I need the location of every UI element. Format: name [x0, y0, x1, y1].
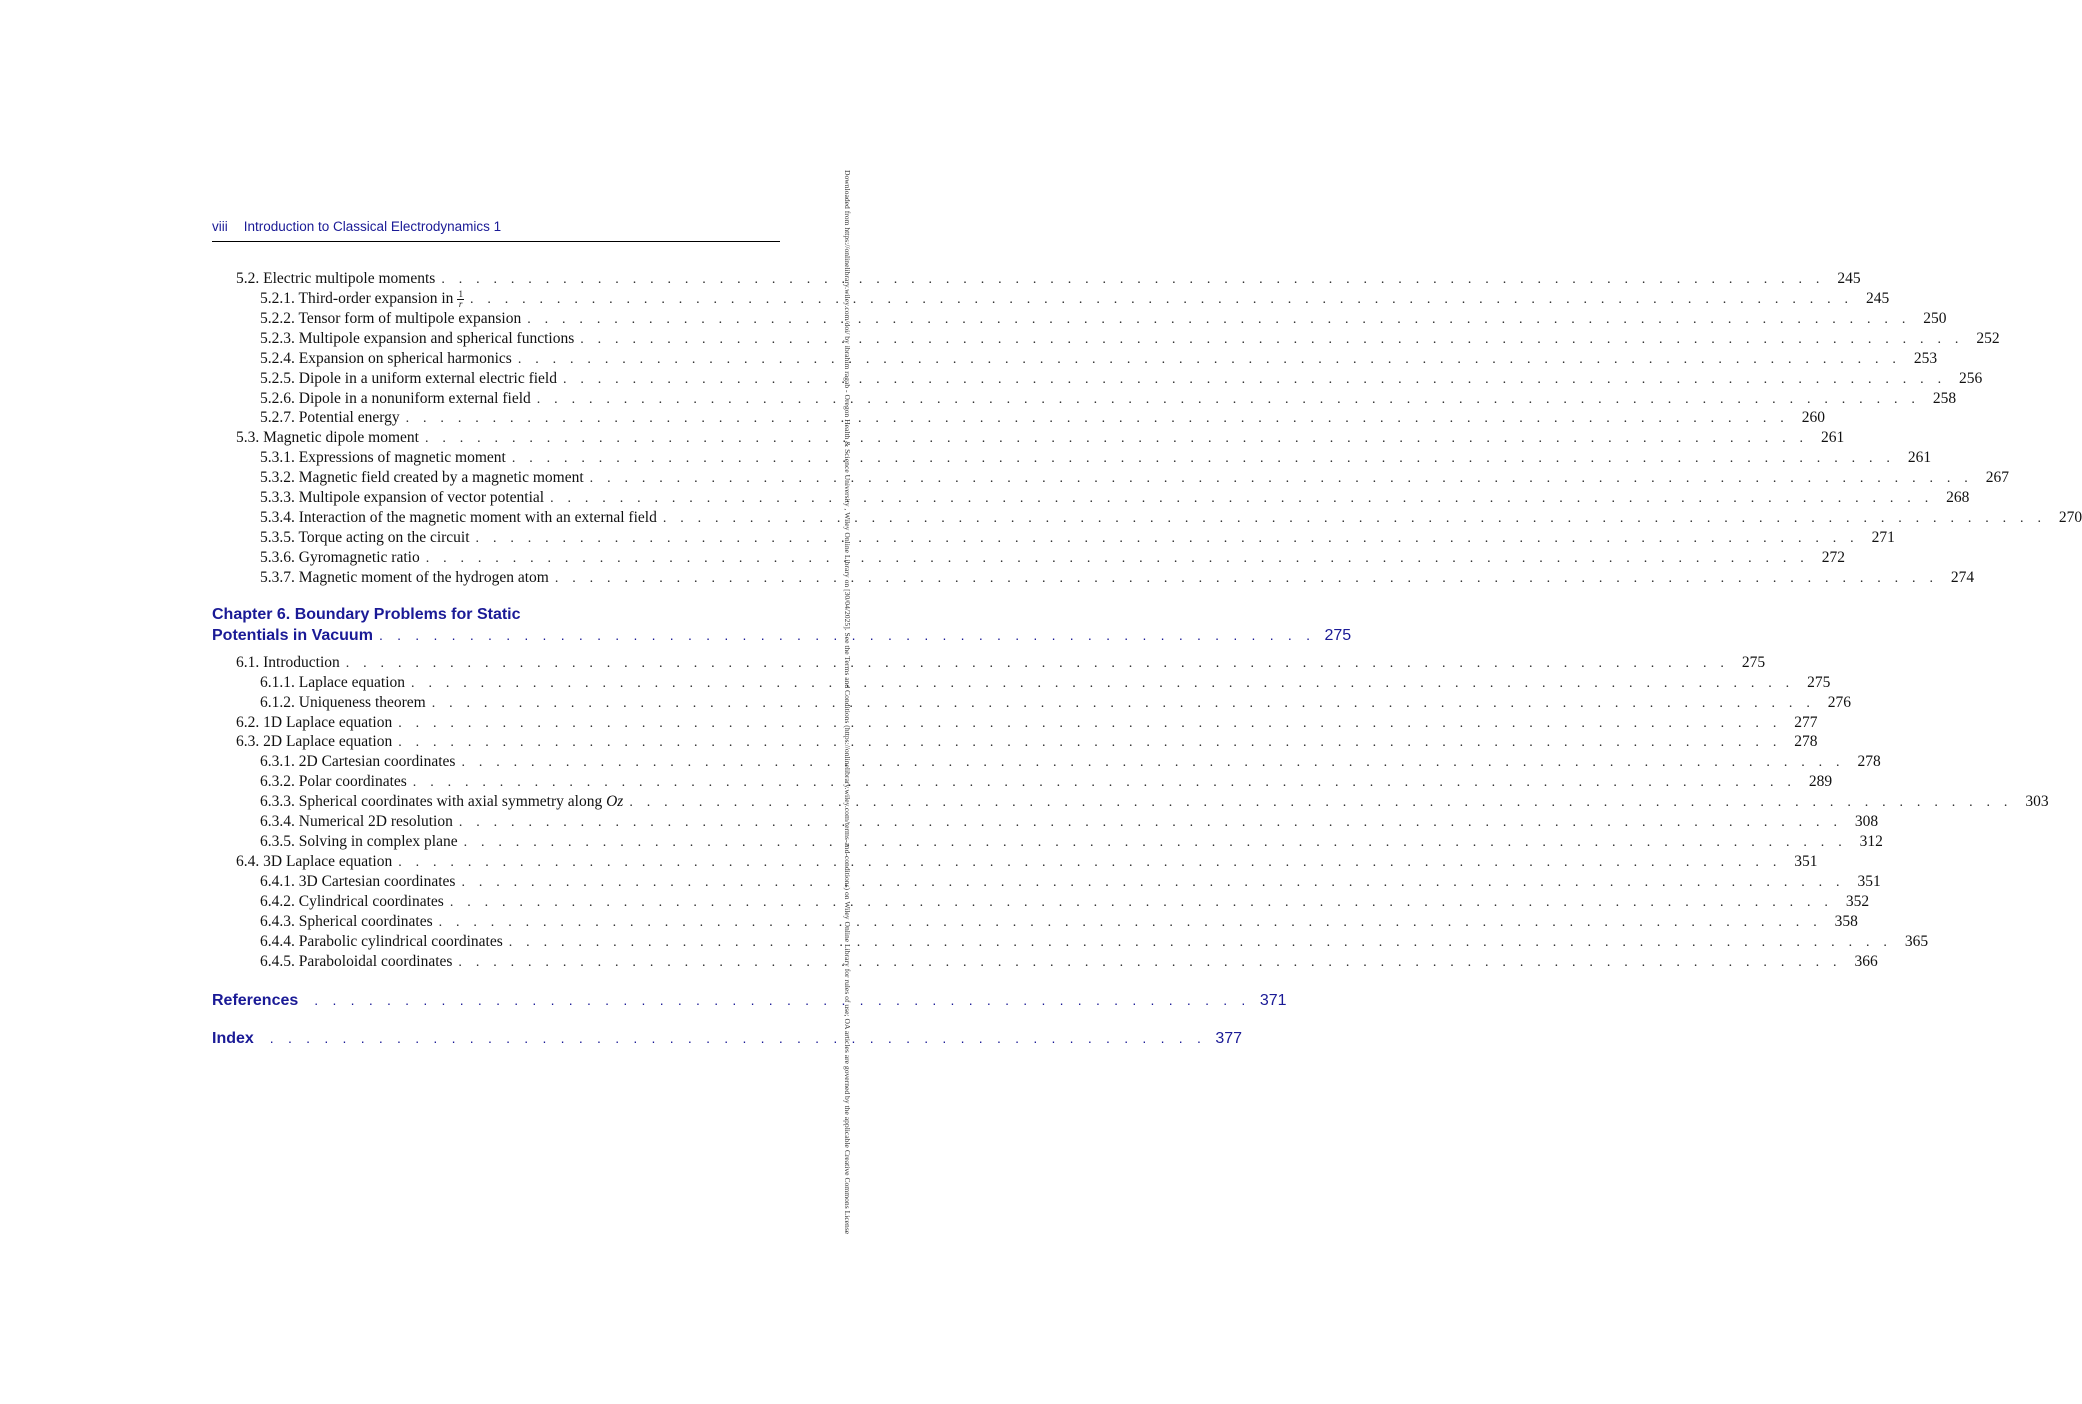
dot-leader: . . . . . . . . . . . . . . . . . . . . . . . . . . . . . . . . . . . . . . . . . . . . . . . . . . . . . . . . . . . . . . . . . . . . . . . . . . . . . . . . [554, 570, 1939, 586]
toc-entry-title: 5.2. Electric multipole moments [236, 270, 436, 287]
toc-entry-title: 5.3.5. Torque acting on the circuit [260, 528, 470, 546]
references-page-number: 371 [1259, 991, 1287, 1009]
toc-entry[interactable] [212, 309, 1947, 329]
toc-entry[interactable] [212, 653, 1766, 673]
toc-entry-title: 6.3.3. Spherical coordinates with axial symmetry along [260, 793, 603, 811]
toc-entry[interactable] [212, 488, 1970, 508]
toc-block-chapter5 [212, 269, 2082, 588]
toc-entry-title: 6.4.1. 3D Cartesian coordinates [260, 872, 456, 890]
index-entry[interactable] [212, 1028, 1243, 1048]
dot-leader: . . . . . . . . . . . . . . . . . . . . . . . . . . . . . . . . . . . . . . . . . . . . . . . . . . . . . . . . . . . . . . . . . . . . . . . . . . . . . . . . [398, 735, 1782, 751]
toc-entry[interactable] [212, 693, 1852, 713]
toc-entry[interactable] [212, 448, 1932, 468]
toc-page-number: 270 [2058, 509, 2082, 527]
toc-entry-title: 5.3.6. Gyromagnetic ratio [260, 548, 420, 566]
toc-entry-title: 6.1. Introduction [236, 653, 340, 671]
dot-leader: . . . . . . . . . . . . . . . . . . . . . . . . . . . . . . . . . . . . . . . . . . . . . . . . . . . . . . . . . . . . . . . . . . . . . . . . . . . . . . . . [425, 550, 1810, 566]
dot-leader: . . . . . . . . . . . . . . . . . . . . . . . . . . . . . . . . . . . . . . . . . . . . . . . . . . . . . . . . . . . . . . . . . . . . . . . . . . . . . . . . [517, 351, 1902, 367]
toc-page-number: 275 [1741, 653, 1766, 671]
toc-entry-title: 6.1.2. Uniqueness theorem [260, 693, 426, 711]
toc-entry[interactable] [212, 872, 1881, 892]
dot-leader: . . . . . . . . . . . . . . . . . . . . . . . . . . . . . . . . . . . . . . . . . . . . . . . . . . . . . . . . . . . . . . . . . . . . . . . . . . . . . . . . [405, 411, 1789, 427]
toc-page-number: 245 [1837, 270, 1861, 287]
toc-entry[interactable] [212, 528, 1895, 548]
toc-entry-title: 5.3.1. Expressions of magnetic moment [260, 449, 506, 467]
dot-leader: . . . . . . . . . . . . . . . . . . . . . . . . . . . . . . . . . . . . . . . . . . . . . . . . . . . . . . . . . . . . . . . . . . . . . . . . . . . . . . . . [589, 471, 1973, 487]
toc-entry-title: 6.4.2. Cylindrical coordinates [260, 892, 444, 910]
dot-leader: . . . . . . . . . . . . . . . . . . . . . . . . . . . . . . . . . . . . . . . . . . . . . . . . . . . . . . . . . . . . . . . . . . . . . . . . . . . . . . . . [449, 894, 1834, 910]
math-symbol: Oz [606, 793, 624, 811]
dot-leader: . . . . . . . . . . . . . . . . . . . . . . . . . . . . . . . . . . . . . . . . . . . . . . . . . . . . . . . . . . . . . . . . . . . . . . . . . . . . . . . . [508, 934, 1893, 950]
toc-entry-title: 5.2.4. Expansion on spherical harmonics [260, 349, 512, 367]
toc-page-number: 289 [1808, 773, 1833, 791]
toc-page-number: 253 [1913, 349, 1938, 367]
toc-entry-label [260, 952, 452, 972]
toc-page-number: 275 [1807, 673, 1831, 691]
toc-entry[interactable] [212, 389, 1957, 409]
toc-entry-label [260, 812, 453, 832]
toc-entry-title: 5.2.5. Dipole in a uniform external electric field [260, 369, 557, 387]
toc-entry-label [260, 389, 531, 409]
toc-entry[interactable] [212, 713, 1818, 733]
toc-page-number: 278 [1857, 753, 1881, 771]
toc-entry[interactable] [212, 932, 1929, 952]
toc-entry-title: 6.1.1. Laplace equation [260, 673, 406, 691]
dot-leader: . . . . . . . . . . . . . . . . . . . . . . . . . . . . . . . . . . . . . . . . . . . . . . . . . . . . . . . . . . . . . . . . . . . . . . . . . . . . . . . . [412, 775, 1797, 791]
dot-leader: . . . . . . . . . . . . . . . . . . . . . . . . . . . . . . . . . . . . . . . . . . . . . . . . . . . . . . . . . . . . . . . . . . . . . . . . . . . . . . . . [441, 272, 1825, 287]
dot-leader: . . . . . . . . . . . . . . . . . . . . . . . . . . . . . . . . . . . . . . . . . . . . . . . . . . . . . . . . . . . . . . . . . . . . . . . . . . . . . . . . [431, 695, 1816, 711]
toc-page-number: 261 [1907, 449, 1932, 467]
toc-entry-label [236, 713, 392, 733]
running-title: Introduction to Classical Electrodynamics 1 [243, 219, 502, 234]
toc-entry[interactable] [212, 288, 1890, 309]
toc-entry-label [260, 408, 400, 428]
running-header [212, 219, 780, 242]
toc-entry[interactable] [212, 673, 1831, 693]
references-entry[interactable] [212, 990, 1287, 1010]
toc-entry[interactable] [212, 369, 1983, 389]
toc-entry-title: 5.3. Magnetic dipole moment [236, 429, 419, 447]
toc-page-number: 268 [1946, 489, 1970, 507]
toc-entry[interactable] [212, 349, 1938, 369]
dot-leader: . . . . . . . . . . . . . . . . . . . . . . . . . . . . . . . . . . . . . . . . . . . . . . . . . . . . . . . . . . . . . . . . . . . . . . . . . . . . . . . . [438, 914, 1822, 930]
toc-entry-label [260, 912, 433, 932]
toc-entry[interactable] [212, 548, 1846, 568]
dot-leader: . . . . . . . . . . . . . . . . . . . . . . . . . . . . . . . . . . . . . . . . . . . . . . . . . . . . . . . . . . . . . . . . . . . . . . . . . . . . . . . . [398, 715, 1782, 731]
toc-entry-label [260, 693, 426, 713]
references-label: References [212, 991, 299, 1009]
toc-entry-title: 6.3.4. Numerical 2D resolution [260, 813, 453, 831]
toc-page-number: 352 [1845, 892, 1870, 910]
chapter-6-entry[interactable] [212, 605, 1352, 645]
toc-entry-title: 5.3.3. Multipole expansion of vector potential [260, 489, 545, 507]
toc-entry[interactable] [212, 852, 1818, 872]
toc-entry-label [260, 548, 420, 568]
toc-page-number: 351 [1794, 852, 1818, 870]
dot-leader: . . . . . . . . . . . . . . . . . . . . . . . . . . . . . . . . . . . . . . . . . . . . . . . . . . . . . . . . . . . . . . . . . . . . . . . . . . . . . . . . [536, 391, 1921, 407]
toc-entry-title: 5.2.2. Tensor form of multipole expansion [260, 309, 522, 327]
toc-page-number: 260 [1801, 409, 1825, 427]
toc-page-number: 258 [1932, 389, 1957, 407]
toc-entry-title: 6.3. 2D Laplace equation [236, 733, 393, 751]
toc-entry-title: 6.4.3. Spherical coordinates [260, 912, 433, 930]
toc-entry-label [260, 673, 405, 693]
dot-leader: . . . . . . . . . . . . . . . . . . . . . . . . . . . . . . . . . . . . . . . . . . . . . . . . . . . . . . . . . . . . . . . . . . . . . . . . . . . . . . . . [461, 755, 1845, 771]
toc-entry[interactable] [212, 329, 2000, 349]
toc-page-number: 250 [1923, 309, 1947, 327]
toc-entry[interactable] [212, 408, 1825, 428]
toc-entry-label [260, 289, 464, 309]
toc-entry[interactable] [212, 752, 1881, 772]
toc-entry-title: 5.3.2. Magnetic field created by a magnetic moment [260, 469, 584, 487]
toc-page-number: 351 [1857, 872, 1881, 890]
toc-entry-title: 6.4.4. Parabolic cylindrical coordinates [260, 932, 503, 950]
toc-entry[interactable] [212, 468, 2009, 488]
toc-page-number: 303 [2025, 793, 2049, 811]
toc-entry-label [260, 892, 444, 912]
dot-leader: . . . . . . . . . . . . . . . . . . . . . . . . . . . . . . . . . . . . . . . . . . . . . . . . . . . . . . . . . . . . . . . . . . . . . . . . . . . . . . . . [475, 530, 1859, 546]
dot-leader: . . . . . . . . . . . . . . . . . . . . . . . . . . . . . . . . . . . . . . . . . . . . . . . . . . . . . . . . . . . . . . . . . . . . . . . . . . . . . . . . [424, 431, 1809, 447]
dot-leader: . . . . . . . . . . . . . . . . . . . . . . . . . . . . . . . . . . . . . . . . . . . . . . . . . . . . . . . . . . . . . . . . . . . . . . . . . . . . . . . . [458, 815, 1843, 831]
toc-entry-label [260, 752, 455, 772]
toc-entry[interactable] [212, 832, 1883, 852]
dot-leader: . . . . . . . . . . . . . . . . . . . . . . . . . . . . . . . . . . . . . . . . . . . . . . . . . . . . . . . . . . . . . . . . . . . . . . . . . . . . . . . . [345, 655, 1730, 671]
dot-leader: . . . . . . . . . . . . . . . . . . . . . . . . . . . . . . . . . . . . . . . . . . . . . . . . . . . . . . . . . . . . . . . . . . . . . . . . . . . . . . . . [527, 311, 1911, 327]
toc-entry[interactable] [212, 952, 1878, 972]
toc-entry-title: 5.2.6. Dipole in a nonuniform external field [260, 389, 531, 407]
toc-entry-title: 5.3.7. Magnetic moment of the hydrogen atom [260, 568, 549, 586]
toc-entry-title: 6.2. 1D Laplace equation [236, 713, 393, 731]
toc-entry-title: 6.3.1. 2D Cartesian coordinates [260, 753, 456, 771]
download-notice [838, 170, 854, 1240]
toc-entry-label [260, 309, 521, 329]
toc-entry-label [260, 792, 623, 812]
dot-leader: . . . . . . . . . . . . . . . . . . . . . . . . . . . . . . . . . . . . . . . . . . . . . . . . . . . . . . . . . . . . . . . . . . . . . . . . . . . . . . . . [411, 675, 1795, 691]
toc-page-number: 276 [1827, 693, 1852, 711]
toc-entry[interactable] [212, 912, 1858, 932]
toc-entry-label [260, 329, 574, 349]
toc-entry-label [236, 852, 392, 872]
download-notice-text: Downloaded from https://onlinelibrary.wiley.com/doi/ by ibrahim ragab - Oregon Health & Science University , Wiley Online Library on [30/04/2025]. See the Terms and Conditions (https://onlinelibrary.wiley.com/terms-and-conditions) on Wiley Online Library for rules of use; OA articles are governed by the applicable Creative Commons License [843, 170, 852, 1235]
toc-page-number: 308 [1854, 813, 1879, 831]
toc-page-number: 277 [1794, 713, 1818, 731]
toc-entry[interactable] [212, 508, 2082, 528]
toc-entry-label [236, 428, 419, 448]
toc-entry-title: 6.4. 3D Laplace equation [236, 852, 393, 870]
toc-entry-title: 5.2.3. Multipole expansion and spherical functions [260, 329, 575, 347]
chapter-page-number: 275 [1324, 626, 1352, 644]
toc-entry-label [260, 832, 458, 852]
toc-block-chapter6 [212, 653, 2049, 972]
toc-page-number: 366 [1854, 952, 1878, 970]
toc-page-number: 274 [1950, 568, 1975, 586]
dot-leader: . . . . . . . . . . . . . . . . . . . . . . . . . . . . . . . . . . . . . . . . . . . . . . . . . . . . . . . . . . . . . . . . . . . . . . . . . . . . . . . . [461, 874, 1845, 890]
toc-entry[interactable] [212, 732, 1818, 752]
dot-leader: . . . . . . . . . . . . . . . . . . . . . . . . . . . . . . . . . . . . . . . . . . . . . . . . . . . . . . . . . . . . . . . . . . . . . . . . . . . . . . . . [550, 491, 1934, 507]
chapter-title-line1: Chapter 6. Boundary Problems for Static [212, 605, 521, 623]
dot-leader: . . . . . . . . . . . . . . . . . . . . . . . . . . . . . . . . . . . . . . . . . . . . . . . . . . . . . . . . . . . . . . . . . . . . . . . . . . . . . . . . [469, 291, 1854, 307]
toc-page-number: 245 [1866, 289, 1890, 307]
toc-entry-title: 6.4.5. Paraboloidal coordinates [260, 952, 453, 970]
toc-entry-label [260, 508, 657, 528]
toc-entry[interactable] [212, 792, 2049, 812]
dot-leader: . . . . . . . . . . . . . . . . . . . . . . . . . . . . . . . . . . . . . . . . . . . . . . . . . . . . . . . . . . . . . . . . . . . . . . . . . . . . . . . . [463, 835, 1847, 851]
toc-entry-label [260, 468, 584, 488]
toc-entry[interactable] [212, 772, 1833, 792]
toc-entry-label [236, 653, 340, 673]
dot-leader: . . . . . . . . . . . . . . . . . . . . . . . . . . . . . . . . . . . . . . . . . . . . . . . . . . . . . . . . . . . . . . . . . . . . . . . . . . . . . . . . [458, 954, 1842, 970]
toc-entry-title: 5.2.7. Potential energy [260, 409, 400, 427]
toc-entry-label [260, 488, 544, 508]
toc-entry-label [260, 932, 503, 952]
dot-leader: . . . . . . . . . . . . . . . . . . . . . . . . . . . . . . . . . . . . . . . . . . . . . . . . . . . . [314, 991, 1251, 1008]
toc-page-number: 365 [1904, 932, 1929, 950]
toc-page-number: 272 [1821, 548, 1846, 566]
toc-page-number: 278 [1794, 733, 1818, 751]
dot-leader: . . . . . . . . . . . . . . . . . . . . . . . . . . . . . . . . . . . . . . . . . . . . . . . . . . . . . . . . . . . . . . . . . . . . . . . . . . . . . . . . [562, 371, 1947, 387]
fraction-denominator: r [458, 298, 463, 309]
toc-entry-label [260, 349, 512, 369]
dot-leader: . . . . . . . . . . . . . . . . . . . . . . . . . . . . . . . . . . . . . . . . . . . . . . . . . . . . [269, 1029, 1207, 1046]
toc-entry-label [260, 448, 506, 468]
toc-page-number: 358 [1834, 912, 1858, 930]
header-page-number: viii [212, 219, 228, 234]
toc-entry[interactable] [212, 568, 1975, 588]
toc-entry-label [236, 732, 392, 752]
toc-entry[interactable] [212, 812, 1879, 832]
toc-entry[interactable] [212, 269, 1861, 289]
toc-entry-title: 5.3.4. Interaction of the magnetic moment with an external field [260, 509, 657, 527]
toc-page-number: 312 [1859, 833, 1883, 851]
index-page-number: 377 [1215, 1029, 1243, 1047]
toc-entry-title: 5.2.1. Third-order expansion in [260, 289, 454, 307]
toc-entry-title: 6.3.2. Polar coordinates [260, 773, 407, 791]
dot-leader: . . . . . . . . . . . . . . . . . . . . . . . . . . . . . . . . . . . . . . . . . . . . . . . . . . . . [378, 626, 1316, 643]
toc-entry-label [260, 528, 470, 548]
toc-entry-label [260, 369, 557, 389]
toc-entry-label [260, 568, 549, 588]
toc-entry[interactable] [212, 892, 1870, 912]
toc-page-number: 252 [1976, 329, 2000, 347]
fraction-numerator: 1 [458, 288, 463, 299]
dot-leader: . . . . . . . . . . . . . . . . . . . . . . . . . . . . . . . . . . . . . . . . . . . . . . . . . . . . . . . . . . . . . . . . . . . . . . . . . . . . . . . . [511, 451, 1896, 467]
toc-page-number: 271 [1871, 528, 1895, 546]
dot-leader: . . . . . . . . . . . . . . . . . . . . . . . . . . . . . . . . . . . . . . . . . . . . . . . . . . . . . . . . . . . . . . . . . . . . . . . . . . . . . . . . [662, 511, 2047, 527]
toc-entry-label [236, 269, 435, 289]
toc-page-number: 256 [1959, 369, 1983, 387]
dot-leader: . . . . . . . . . . . . . . . . . . . . . . . . . . . . . . . . . . . . . . . . . . . . . . . . . . . . . . . . . . . . . . . . . . . . . . . . . . . . . . . . [629, 795, 2013, 811]
toc-entry[interactable] [212, 428, 1845, 448]
toc-entry-title: 6.3.5. Solving in complex plane [260, 833, 458, 851]
toc-entry-label [260, 872, 455, 892]
index-label: Index [212, 1029, 254, 1047]
toc-entry-label [260, 772, 407, 792]
toc-page-number: 267 [1985, 469, 2009, 487]
chapter-title-line2: Potentials in Vacuum [212, 626, 373, 644]
toc-page-number: 261 [1821, 429, 1845, 447]
dot-leader: . . . . . . . . . . . . . . . . . . . . . . . . . . . . . . . . . . . . . . . . . . . . . . . . . . . . . . . . . . . . . . . . . . . . . . . . . . . . . . . . [398, 854, 1782, 870]
dot-leader: . . . . . . . . . . . . . . . . . . . . . . . . . . . . . . . . . . . . . . . . . . . . . . . . . . . . . . . . . . . . . . . . . . . . . . . . . . . . . . . . [580, 331, 1964, 347]
